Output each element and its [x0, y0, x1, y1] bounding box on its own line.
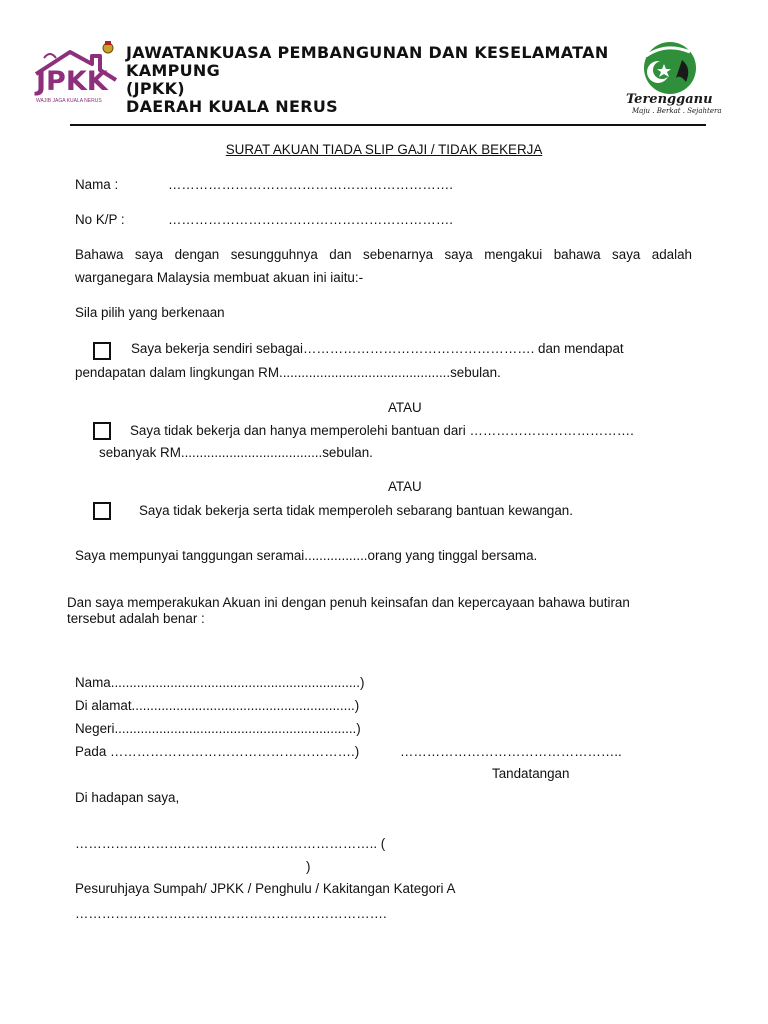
affirmation-line-1: Dan saya memperakukan Akuan ini dengan penuh keinsafan dan kepercayaan bahawa butiran	[67, 595, 630, 610]
signatory-address[interactable]: Di alamat............................................................)	[75, 698, 360, 713]
atau-1: ATAU	[388, 400, 422, 415]
terengganu-logo	[624, 40, 722, 120]
signatory-name[interactable]: Nama...................................................................)	[75, 675, 365, 690]
witness-designation: Pesuruhjaya Sumpah/ JPKK / Penghulu / Kakitangan Kategori A	[75, 881, 456, 896]
jpkk-logo-text: JPKK	[36, 66, 108, 97]
declaration-line-1: Bahawa saya dengan sesungguhnya dan sebenarnya saya mengakui bahawa saya adalah	[75, 247, 692, 262]
dependents-text: Saya mempunyai tanggungan seramai.................orang yang tinggal bersama.	[75, 548, 538, 563]
affirmation-line-2: tersebut adalah benar :	[67, 611, 205, 626]
witness-heading: Di hadapan saya,	[75, 790, 180, 805]
signature-label: Tandatangan	[492, 766, 570, 781]
terengganu-emblem-icon	[624, 40, 716, 96]
nokp-label: No K/P :	[75, 212, 125, 227]
header-line-1: JAWATANKUASA PEMBANGUNAN DAN KESELAMATAN	[126, 43, 609, 62]
header-line-2: KAMPUNG	[126, 61, 221, 80]
atau-2: ATAU	[388, 479, 422, 494]
option-2-checkbox[interactable]	[93, 422, 111, 440]
jpkk-logo-tagline: WAJIB JAGA KUALA NERUS	[36, 98, 102, 104]
terengganu-logo-motto: Maju . Berkat . Sejahtera	[632, 107, 722, 115]
witness-stamp-line[interactable]: …………………………………………………………….	[75, 906, 387, 921]
option-1-line-1: Saya bekerja sendiri sebagai……………………………………………. dan mendapat	[131, 341, 624, 356]
witness-close-paren: )	[306, 859, 311, 874]
header-line-3: (JPKK)	[126, 79, 185, 98]
instruction-text: Sila pilih yang berkenaan	[75, 305, 225, 320]
signature-line[interactable]: …………………………………………..	[400, 744, 622, 759]
declaration-line-2: warganegara Malaysia membuat akuan ini iaitu:-	[75, 270, 364, 285]
crest-icon	[101, 40, 115, 54]
nama-label: Nama :	[75, 177, 119, 192]
option-1-checkbox[interactable]	[93, 342, 111, 360]
option-2-line-2: sebanyak RM......................................sebulan.	[99, 445, 373, 460]
nama-field[interactable]: ……………………………………………………….	[168, 177, 453, 192]
terengganu-logo-name: Terengganu	[626, 92, 713, 107]
nokp-field[interactable]: ……………………………………………………….	[168, 212, 453, 227]
document-title: SURAT AKUAN TIADA SLIP GAJI / TIDAK BEKERJA	[225, 142, 543, 157]
header-line-4: DAERAH KUALA NERUS	[126, 97, 338, 116]
option-1-line-2: pendapatan dalam lingkungan RM..............................................sebulan.	[75, 365, 501, 380]
header-divider	[70, 124, 706, 126]
signatory-date[interactable]: Pada ……………………………………………….)	[75, 744, 360, 759]
option-3-checkbox[interactable]	[93, 502, 111, 520]
signatory-state[interactable]: Negeri.................................................................)	[75, 721, 361, 736]
option-3-line-1: Saya tidak bekerja serta tidak memperoleh sebarang bantuan kewangan.	[139, 503, 573, 518]
witness-signature-line[interactable]: ………………………………………………………….. (	[75, 836, 386, 851]
option-2-line-1: Saya tidak bekerja dan hanya memperolehi bantuan dari ……………………………….	[130, 423, 634, 438]
